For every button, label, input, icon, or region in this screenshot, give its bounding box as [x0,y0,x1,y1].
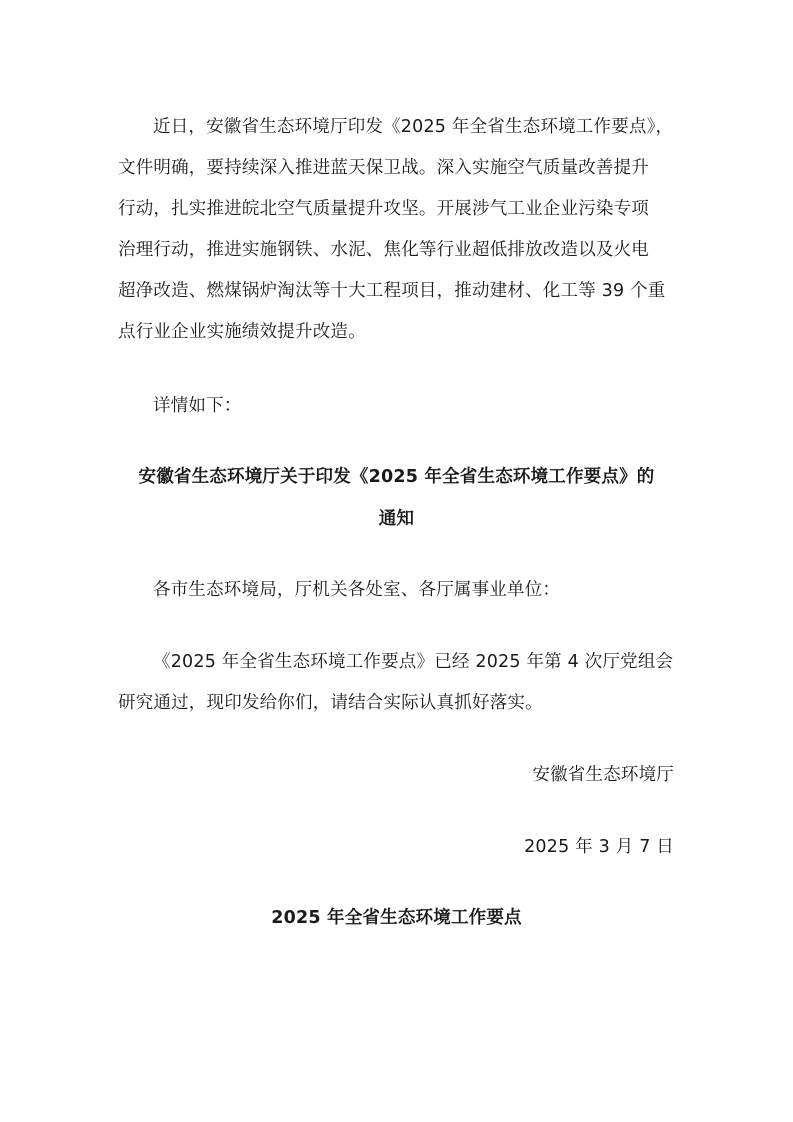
intro-line: 超净改造、燃煤锅炉淘汰等十大工程项目，推动建材、化工等 39 个重 [118,281,666,301]
intro-line: 行动，扎实推进皖北空气质量提升攻坚。开展涉气工业企业污染专项 [118,199,649,219]
notice-date: 2025 年 3 月 7 日 [524,837,674,857]
details-label: 详情如下： [153,396,242,416]
notice-body-line: 《2025 年全省生态环境工作要点》已经 2025 年第 4 次厅党组会 [153,652,674,672]
notice-body-line: 研究通过，现印发给你们，请结合实际认真抓好落实。 [118,693,543,713]
intro-line: 近日，安徽省生态环境厅印发《2025 年全省生态环境工作要点》， [153,117,674,137]
notice-signature: 安徽省生态环境厅 [532,765,674,785]
notice-title-line: 通知 [378,509,415,529]
notice-title-line: 安徽省生态环境厅关于印发《2025 年全省生态环境工作要点》的 [138,467,655,487]
notice-addressee: 各市生态环境局，厅机关各处室、各厅属事业单位： [153,580,561,600]
intro-line: 点行业企业实施绩效提升改造。 [118,322,366,342]
section-title: 2025 年全省生态环境工作要点 [271,908,522,928]
intro-line: 治理行动，推进实施钢铁、水泥、焦化等行业超低排放改造以及火电 [118,240,649,260]
intro-line: 文件明确，要持续深入推进蓝天保卫战。深入实施空气质量改善提升 [118,158,649,178]
